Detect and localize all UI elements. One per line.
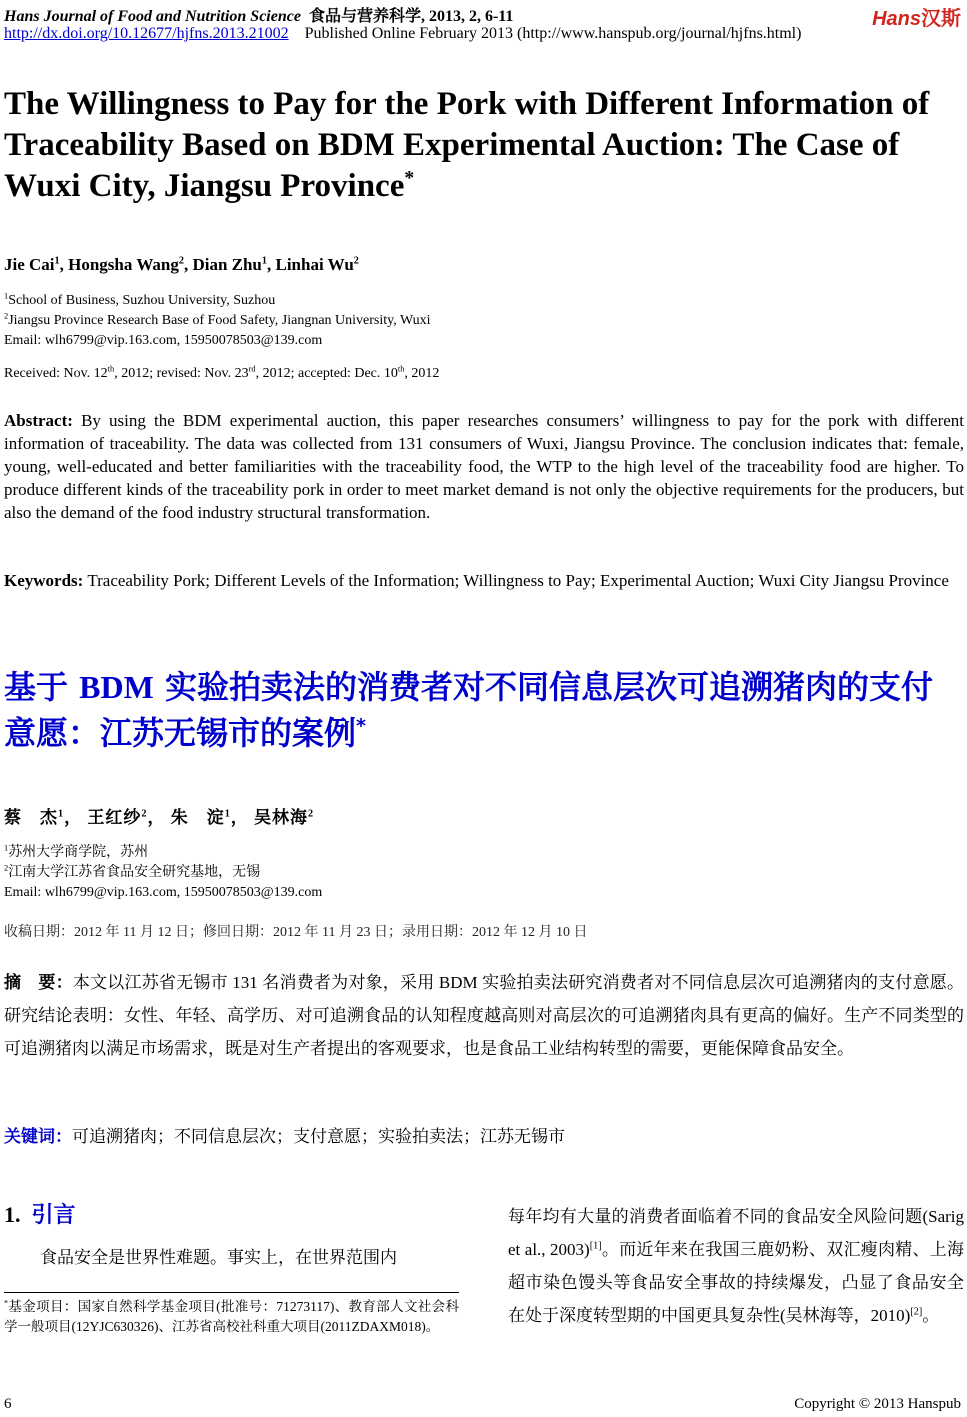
page-number: 6 [4, 1396, 12, 1412]
aff-mark: 1 [4, 843, 9, 853]
cn-abstract-label: 摘 要： [4, 973, 73, 992]
hans-logo [872, 2, 961, 31]
citation-link[interactable]: [2] [910, 1306, 923, 1318]
section-title: 引言 [31, 1203, 76, 1228]
body-paragraph: 食品安全是世界性难题。事实上，在世界范围内 [40, 1248, 397, 1267]
cn-title [4, 664, 964, 756]
keywords [4, 569, 964, 592]
ordinal: rd [248, 364, 256, 374]
cn-title-part: BDM [79, 669, 154, 705]
section-number: 1. [4, 1202, 21, 1227]
cn-title-part: 实验拍卖法的消费者对不同信息层次可追溯猪肉的支付意愿：江苏无锡市的案例 [4, 668, 933, 752]
author: Jie Cai [4, 255, 55, 274]
title-text: The Willingness to Pay for the Pork with Different Information of Traceability Based on BDM Experimental Auction: The Case of Wuxi City, Jiangsu Province [4, 86, 930, 204]
author: 蔡 杰 [4, 808, 58, 827]
aff-mark: 2 [141, 808, 148, 820]
footnote-divider [4, 1292, 459, 1293]
abstract-text: By using the BDM experimental auction, this paper researches consumers’ willingness to pay for the pork with different information of traceability. The data was collected from 131 consumers of Wuxi, Jiangsu Province. The conclusion indicates that: female, young, well-educated and better familiarities with the traceability food, the WTP to the high level of the traceability food are higher. To produce different kinds of the traceability pork in order to meet market demand is not only the objective requirements for the producers, but also the demand of the food industry structural transformation. [4, 411, 965, 522]
email: Email: wlh6799@vip.163.com, 15950078503@139.com [4, 333, 323, 348]
copyright: Copyright © 2013 Hanspub [794, 1396, 961, 1412]
affiliation: Jiangsu Province Research Base of Food Safety, Jiangnan University, Wuxi [8, 313, 431, 328]
aff-mark: 1 [4, 291, 9, 301]
doi-link[interactable]: http://dx.doi.org/10.12677/hjfns.2013.21002 [4, 25, 289, 42]
affiliation: School of Business, Suzhou University, Suzhou [8, 293, 276, 308]
footnote [4, 1297, 459, 1337]
body-paragraph-col2 [508, 1200, 964, 1332]
body-text: 。 [922, 1306, 940, 1325]
aff-mark: 1 [58, 808, 65, 820]
author: 王红纱 [87, 808, 142, 827]
footnote-mark: * [4, 1298, 9, 1308]
paper-title [4, 84, 944, 207]
section-heading [4, 1198, 76, 1229]
affiliation: 江南大学江苏省食品安全研究基地，无锡 [8, 865, 261, 880]
logo-en: Hans [872, 8, 921, 30]
title-footnote-mark: * [356, 714, 367, 738]
logo-cn: 汉斯 [921, 8, 961, 30]
cn-abstract-text: 本文以江苏省无锡市 131 名消费者为对象，采用 BDM 实验拍卖法研究消费者对不同信息层次可追溯猪肉的支付意愿。研究结论表明：女性、年轻、高学历、对可追溯食品的认知程度越高则对高层次的可追溯猪肉具有更高的偏好。生产不同类型的可追溯猪肉以满足市场需求，既是对生产者提出的客观要求，也是食品工业结构转型的需要，更能保障食品安全。 [4, 973, 964, 1058]
cn-keywords [4, 1122, 565, 1147]
author: Dian Zhu [192, 255, 262, 274]
journal-issue: 食品与营养科学, 2013, 2, 6-11 [308, 8, 514, 25]
author: 朱 淀 [170, 808, 225, 827]
aff-mark: 2 [308, 808, 315, 820]
aff-mark: 2 [4, 863, 9, 873]
received-dates [4, 366, 439, 382]
author: Hongsha Wang [68, 255, 179, 274]
ordinal: th [107, 364, 115, 374]
aff-mark: 1 [224, 808, 231, 820]
aff-mark: 2 [4, 311, 9, 321]
journal-name: Hans Journal of Food and Nutrition Science [4, 8, 301, 25]
cn-keywords-text: 可追溯猪肉；不同信息层次；支付意愿；实验拍卖法；江苏无锡市 [72, 1127, 565, 1146]
revised: , 2012; revised: Nov. 23 [114, 366, 249, 381]
cn-affiliations [4, 843, 322, 903]
aff-mark: 1 [261, 255, 267, 267]
keywords-text: Traceability Pork; Different Levels of the Information; Willingness to Pay; Experimental Auction; Wuxi City Jiangsu Province [87, 571, 949, 590]
abstract-label: Abstract: [4, 411, 73, 430]
authors: Jie Cai$^1$, Hongsha Wang$^2$, Dian Zhu$^1$, Linhai Wu$^2$ [4, 255, 359, 274]
received: Received: Nov. 12 [4, 366, 108, 381]
aff-mark: 1 [54, 255, 60, 267]
author: Linhai Wu [275, 255, 354, 274]
cn-authors: 蔡 杰$^1$， 王红纱$^2$， 朱 淀$^1$， 吴林海$^2$ [4, 808, 315, 827]
accepted: , 2012; accepted: Dec. 10 [255, 366, 398, 381]
affiliations [4, 291, 431, 351]
email: Email: wlh6799@vip.163.com, 15950078503@139.com [4, 885, 323, 900]
footnote-text: 基金项目：国家自然科学基金项目(批准号：71273117)、教育部人文社会科学一般项目(12YJC630326)、江苏省高校社科重大项目(2011ZDAXM018)。 [4, 1299, 459, 1334]
cn-received-dates: 收稿日期：2012 年 11 月 12 日；修回日期：2012 年 11 月 23 日；录用日期：2012 年 12 月 10 日 [4, 925, 588, 940]
body-text: 。而近年来在我国三鹿奶粉、双汇瘦肉精、上海超市染色馒头等食品安全事故的持续爆发，凸显了食品安全在处于深度转型期的中国更具复杂性(吴林海等，2010) [508, 1240, 965, 1325]
journal-header [4, 3, 513, 26]
published-info: Published Online February 2013 (http://www.hanspub.org/journal/hjfns.html) [304, 25, 802, 42]
abstract [4, 409, 964, 524]
keywords-label: Keywords: [4, 571, 84, 590]
aff-mark: 2 [178, 255, 184, 267]
cn-keywords-label: 关键词： [4, 1127, 72, 1146]
year: , 2012 [404, 366, 440, 381]
author: 吴林海 [254, 808, 309, 827]
citation-link[interactable]: [1] [589, 1240, 602, 1252]
cn-abstract [4, 966, 964, 1065]
body-text: 每年均有大量的消费者面临着不同的食品安全风险问题(Sarig et al., 2003) [508, 1207, 964, 1259]
title-footnote-mark: * [404, 167, 415, 189]
cn-title-part: 基于 [4, 668, 69, 706]
affiliation: 苏州大学商学院，苏州 [8, 845, 149, 860]
aff-mark: 2 [353, 255, 359, 267]
ordinal: th [397, 364, 405, 374]
doi-line [4, 25, 801, 43]
